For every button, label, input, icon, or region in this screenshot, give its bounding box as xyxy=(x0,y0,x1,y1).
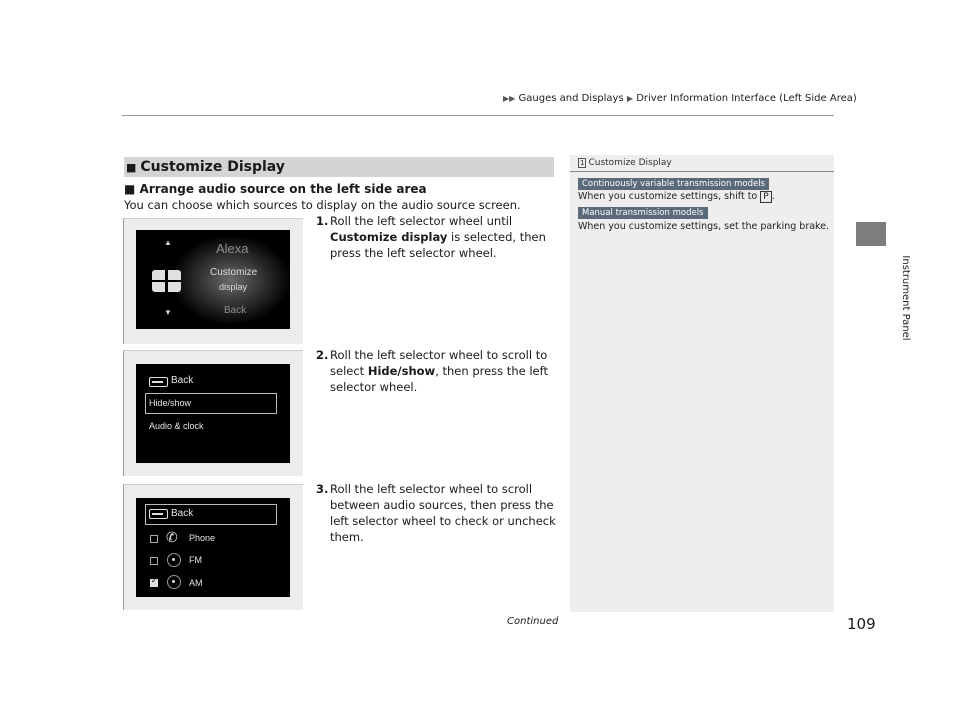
chapter-label xyxy=(856,255,911,348)
badge-cvt-models: Continuously variable transmission models xyxy=(578,178,769,190)
step-3 xyxy=(316,481,556,545)
continued-label: Continued xyxy=(507,616,559,627)
breadcrumb-item: Driver Information Interface (Left Side Area) xyxy=(636,93,857,104)
source-fm: FM xyxy=(189,555,202,565)
display-screen-hide-show xyxy=(136,364,290,463)
intro-text: You can choose which sources to display on the audio source screen. xyxy=(124,198,521,212)
step-text xyxy=(330,213,556,261)
square-bullet-icon: ■ xyxy=(124,182,136,196)
subsection-title: Arrange audio source on the left side area xyxy=(139,182,427,196)
note-cvt-text: When you customize settings, shift to P . xyxy=(578,191,775,202)
step-2 xyxy=(316,347,556,395)
step-text-emphasis: Customize display xyxy=(330,230,448,244)
chapter-label-text: Instrument Panel xyxy=(900,255,911,341)
subsection-heading xyxy=(124,182,427,196)
step-text-part: Roll the left selector wheel to scroll between audio sources, then press the left selector wheel to check or uncheck them. xyxy=(330,482,556,544)
step-text-part: Roll the left selector wheel to scroll to select xyxy=(330,348,548,378)
section-heading xyxy=(124,157,554,177)
menu-item-back: Back xyxy=(171,375,194,386)
step-text-part: is selected, then press the left selector wheel. xyxy=(330,230,546,260)
breadcrumb xyxy=(503,93,857,104)
step-1 xyxy=(316,213,556,261)
back-icon xyxy=(149,377,168,387)
step-text-part: , then press the left selector wheel. xyxy=(330,364,548,394)
display-screen-customize xyxy=(136,230,290,329)
down-arrow-icon: ▼ xyxy=(164,308,172,317)
step-text-part: Roll the left selector wheel until xyxy=(330,214,513,228)
page-number: 109 xyxy=(847,615,876,633)
checkbox-phone xyxy=(150,535,158,543)
menu-item-back: Back xyxy=(224,305,247,316)
menu-item-alexa: Alexa xyxy=(216,241,249,256)
step-text xyxy=(330,481,556,545)
note-marker-icon: 1 xyxy=(580,159,585,167)
phone-icon: ✆ xyxy=(166,529,178,545)
checkbox-am xyxy=(150,576,158,587)
note-heading-text: Customize Display xyxy=(588,158,672,168)
breadcrumb-arrow-icon: ▶ xyxy=(626,94,634,103)
menu-item-back: Back xyxy=(171,508,194,519)
gear-p-symbol: P xyxy=(760,191,771,203)
step-text-emphasis: Hide/show xyxy=(367,364,436,378)
display-screen-audio-sources xyxy=(136,498,290,597)
radio-icon xyxy=(167,553,181,567)
checkbox-fm xyxy=(150,557,158,565)
breadcrumb-item: Gauges and Displays xyxy=(518,93,624,104)
menu-item-customize-line2: display xyxy=(219,282,248,292)
step-number: 3. xyxy=(316,482,329,496)
up-arrow-icon: ▲ xyxy=(164,238,172,247)
back-icon xyxy=(149,509,168,519)
square-bullet-icon: ■ xyxy=(126,160,137,174)
grid-icon xyxy=(152,270,181,292)
header-divider xyxy=(122,115,834,116)
menu-item-audio-clock: Audio & clock xyxy=(149,421,204,431)
note-cvt-sentence: When you customize settings, shift to xyxy=(578,191,758,202)
step-text xyxy=(330,347,556,395)
checkmark-icon: ✓ xyxy=(151,576,158,585)
source-phone: Phone xyxy=(189,533,216,543)
radio-icon xyxy=(167,575,181,589)
chapter-tab xyxy=(856,222,886,246)
breadcrumb-arrow-icon: ▶▶ xyxy=(503,94,516,103)
menu-item-hide-show: Hide/show xyxy=(149,398,192,408)
step-number: 1. xyxy=(316,214,329,228)
step-number: 2. xyxy=(316,348,329,362)
source-am: AM xyxy=(189,578,203,588)
badge-manual-models: Manual transmission models xyxy=(578,207,708,219)
note-heading xyxy=(578,158,672,168)
section-title: Customize Display xyxy=(140,159,285,175)
note-divider xyxy=(570,171,834,172)
menu-item-customize: Customize xyxy=(210,267,258,278)
note-mt-text: When you customize settings, set the parking brake. xyxy=(578,221,830,232)
